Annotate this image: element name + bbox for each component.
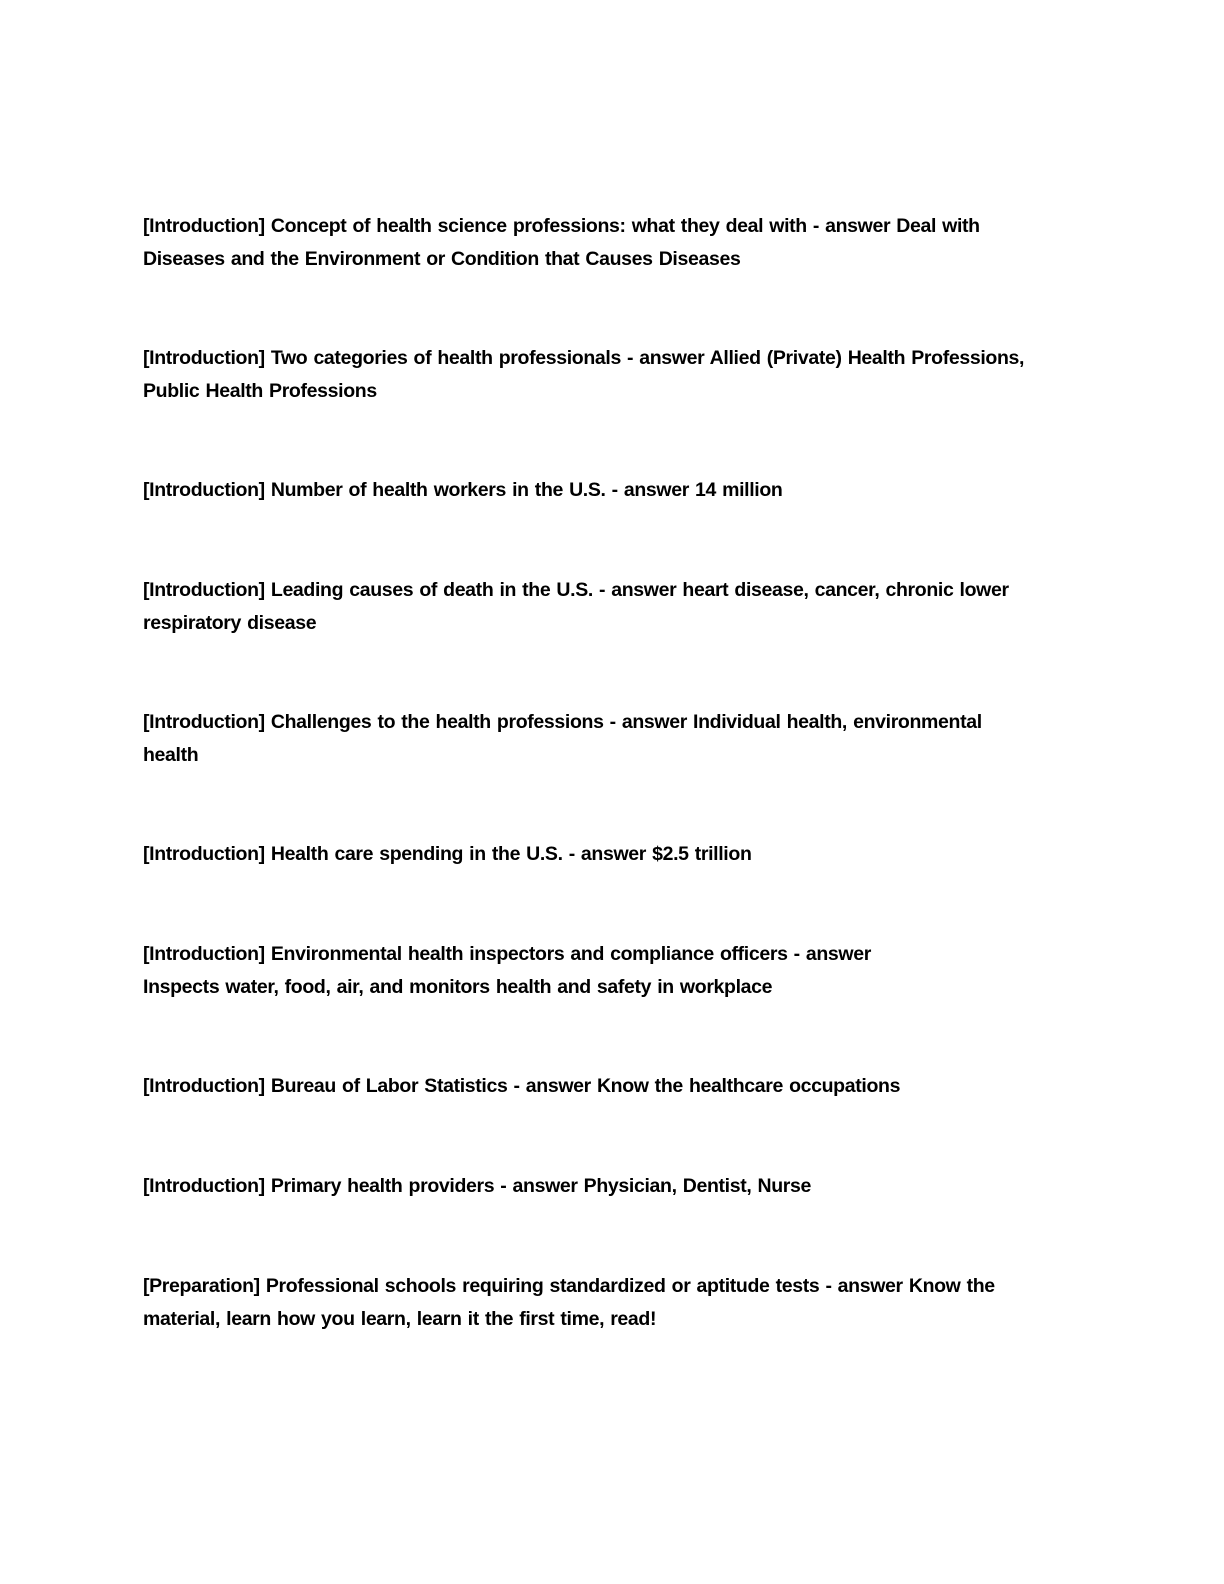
qa-item-health-care-spending: [Introduction] Health care spending in the U.S. - answer $2.5 trillion <box>143 843 752 865</box>
qa-item-professional-school-tests: [Preparation] Professional schools requiring standardized or aptitude tests - answer Know the material, learn how you learn, learn it the first time, read! <box>143 1275 995 1330</box>
qa-item-health-profession-challenges: [Introduction] Challenges to the health professions - answer Individual health, environmental health <box>143 711 982 766</box>
qa-item-health-professional-categories: [Introduction] Two categories of health professionals - answer Allied (Private) Health Professions, Public Health Professions <box>143 347 1025 402</box>
qa-item-primary-health-providers: [Introduction] Primary health providers - answer Physician, Dentist, Nurse <box>143 1175 812 1197</box>
qa-item-environmental-inspectors: [Introduction] Environmental health inspectors and compliance officers - answer Inspects water, food, air, and monitors health and safety in workplace <box>143 943 871 998</box>
qa-item-bureau-of-labor-statistics: [Introduction] Bureau of Labor Statistics - answer Know the healthcare occupations <box>143 1075 901 1097</box>
qa-item-leading-causes-of-death: [Introduction] Leading causes of death in the U.S. - answer heart disease, cancer, chronic lower respiratory disease <box>143 579 1009 634</box>
qa-item-health-workers-number: [Introduction] Number of health workers in the U.S. - answer 14 million <box>143 479 783 501</box>
qa-item-health-science-concept: [Introduction] Concept of health science professions: what they deal with - answer Deal with Diseases and the Environment or Condition that Causes Diseases <box>143 215 980 270</box>
question-answer-list <box>143 210 1083 1402</box>
